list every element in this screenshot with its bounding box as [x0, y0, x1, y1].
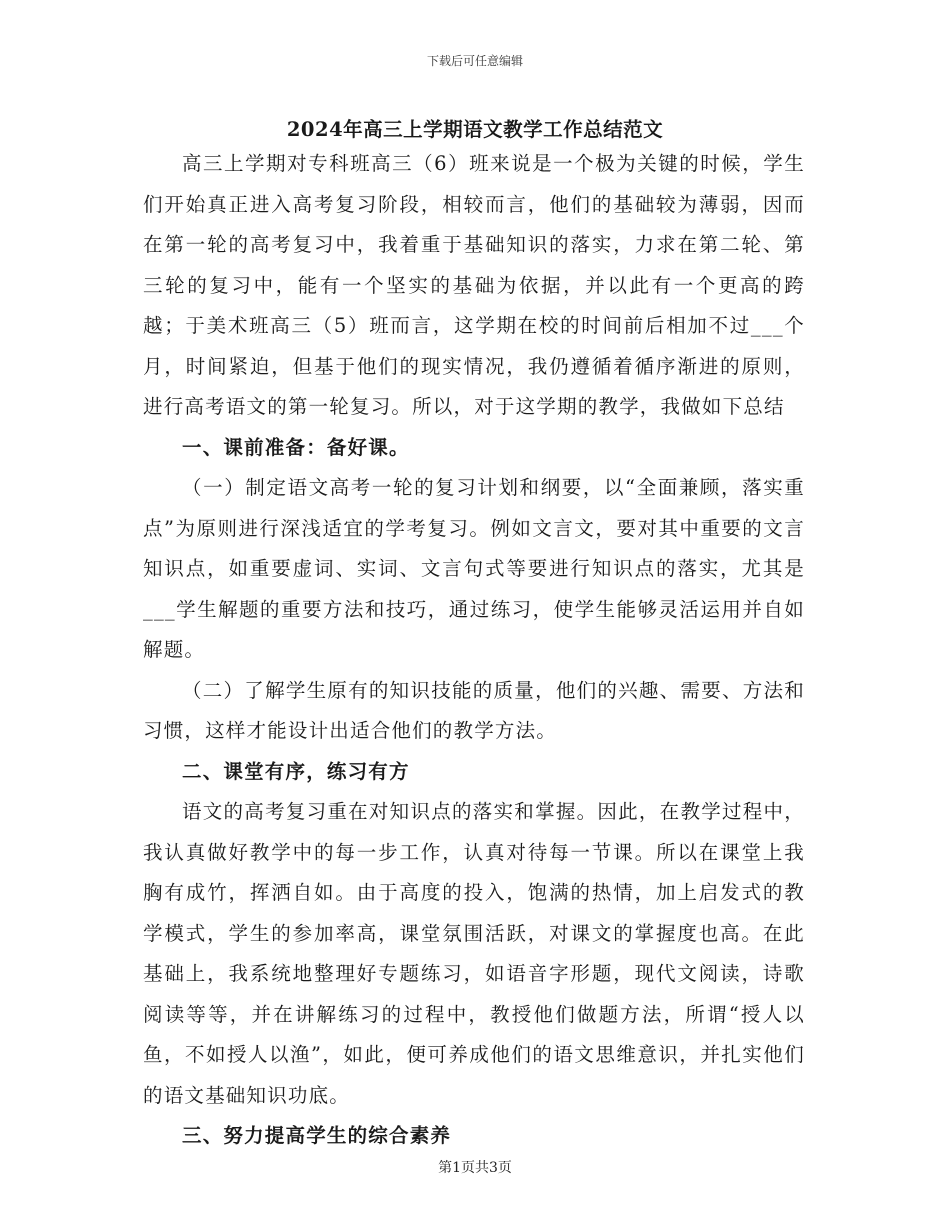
header-note: 下载后可任意编辑 [426, 54, 523, 68]
section-2-heading: 二、课堂有序，练习有方 [182, 759, 410, 783]
document-body [143, 144, 805, 1157]
section-2-paragraph-1: 语文的高考复习重在对知识点的落实和掌握。因此，在教学过程中，我认真做好教学中的每一步工作，认真对待每一节课。所以在课堂上我胸有成竹，挥洒自如。由于高度的投入，饱满的热情，加上启发式的教学模式，学生的参加率高，课堂氛围活跃，对课文的掌握度也高。在此基础上，我系统地整理好专题练习，如语音字形题，现代文阅读，诗歌阅读等等，并在讲解练习的过程中，教授他们做题方法，所谓“授人以鱼，不如授人以渔”，如此，便可养成他们的语文思维意识，并扎实他们的语文基础知识功底。 [143, 800, 805, 1107]
section-1-paragraph-2: （二）了解学生原有的知识技能的质量，他们的兴趣、需要、方法和习惯，这样才能设计出适合他们的教学方法。 [143, 678, 805, 742]
section-1-heading: 一、课前准备：备好课。 [182, 435, 410, 459]
section-3-heading: 三、努力提高学生的综合素养 [182, 1124, 452, 1147]
section-1-paragraph-1: （一）制定语文高考一轮的复习计划和纲要，以“全面兼顾，落实重点”为原则进行深浅适宜的学考复习。例如文言文，要对其中重要的文言知识点，如重要虚词、实词、文言句式等要进行知识点的落实，尤其是___学生解题的重要方法和技巧，通过练习，使学生能够灵活运用并自如解题。 [143, 476, 805, 661]
page-footer: 第1页共3页 [438, 1160, 512, 1176]
intro-paragraph: 高三上学期对专科班高三（6）班来说是一个极为关键的时候，学生们开始真正进入高考复习阶段，相较而言，他们的基础较为薄弱，因而在第一轮的高考复习中，我着重于基础知识的落实，力求在第二轮、第三轮的复习中，能有一个坚实的基础为依据，并以此有一个更高的跨越；于美术班高三（5）班而言，这学期在校的时间前后相加不过___个月，时间紧迫，但基于他们的现实情况，我仍遵循着循序渐进的原则，进行高考语文的第一轮复习。所以，对于这学期的教学，我做如下总结 [143, 152, 805, 418]
document-title: 2024年高三上学期语文教学工作总结范文 [286, 118, 664, 141]
